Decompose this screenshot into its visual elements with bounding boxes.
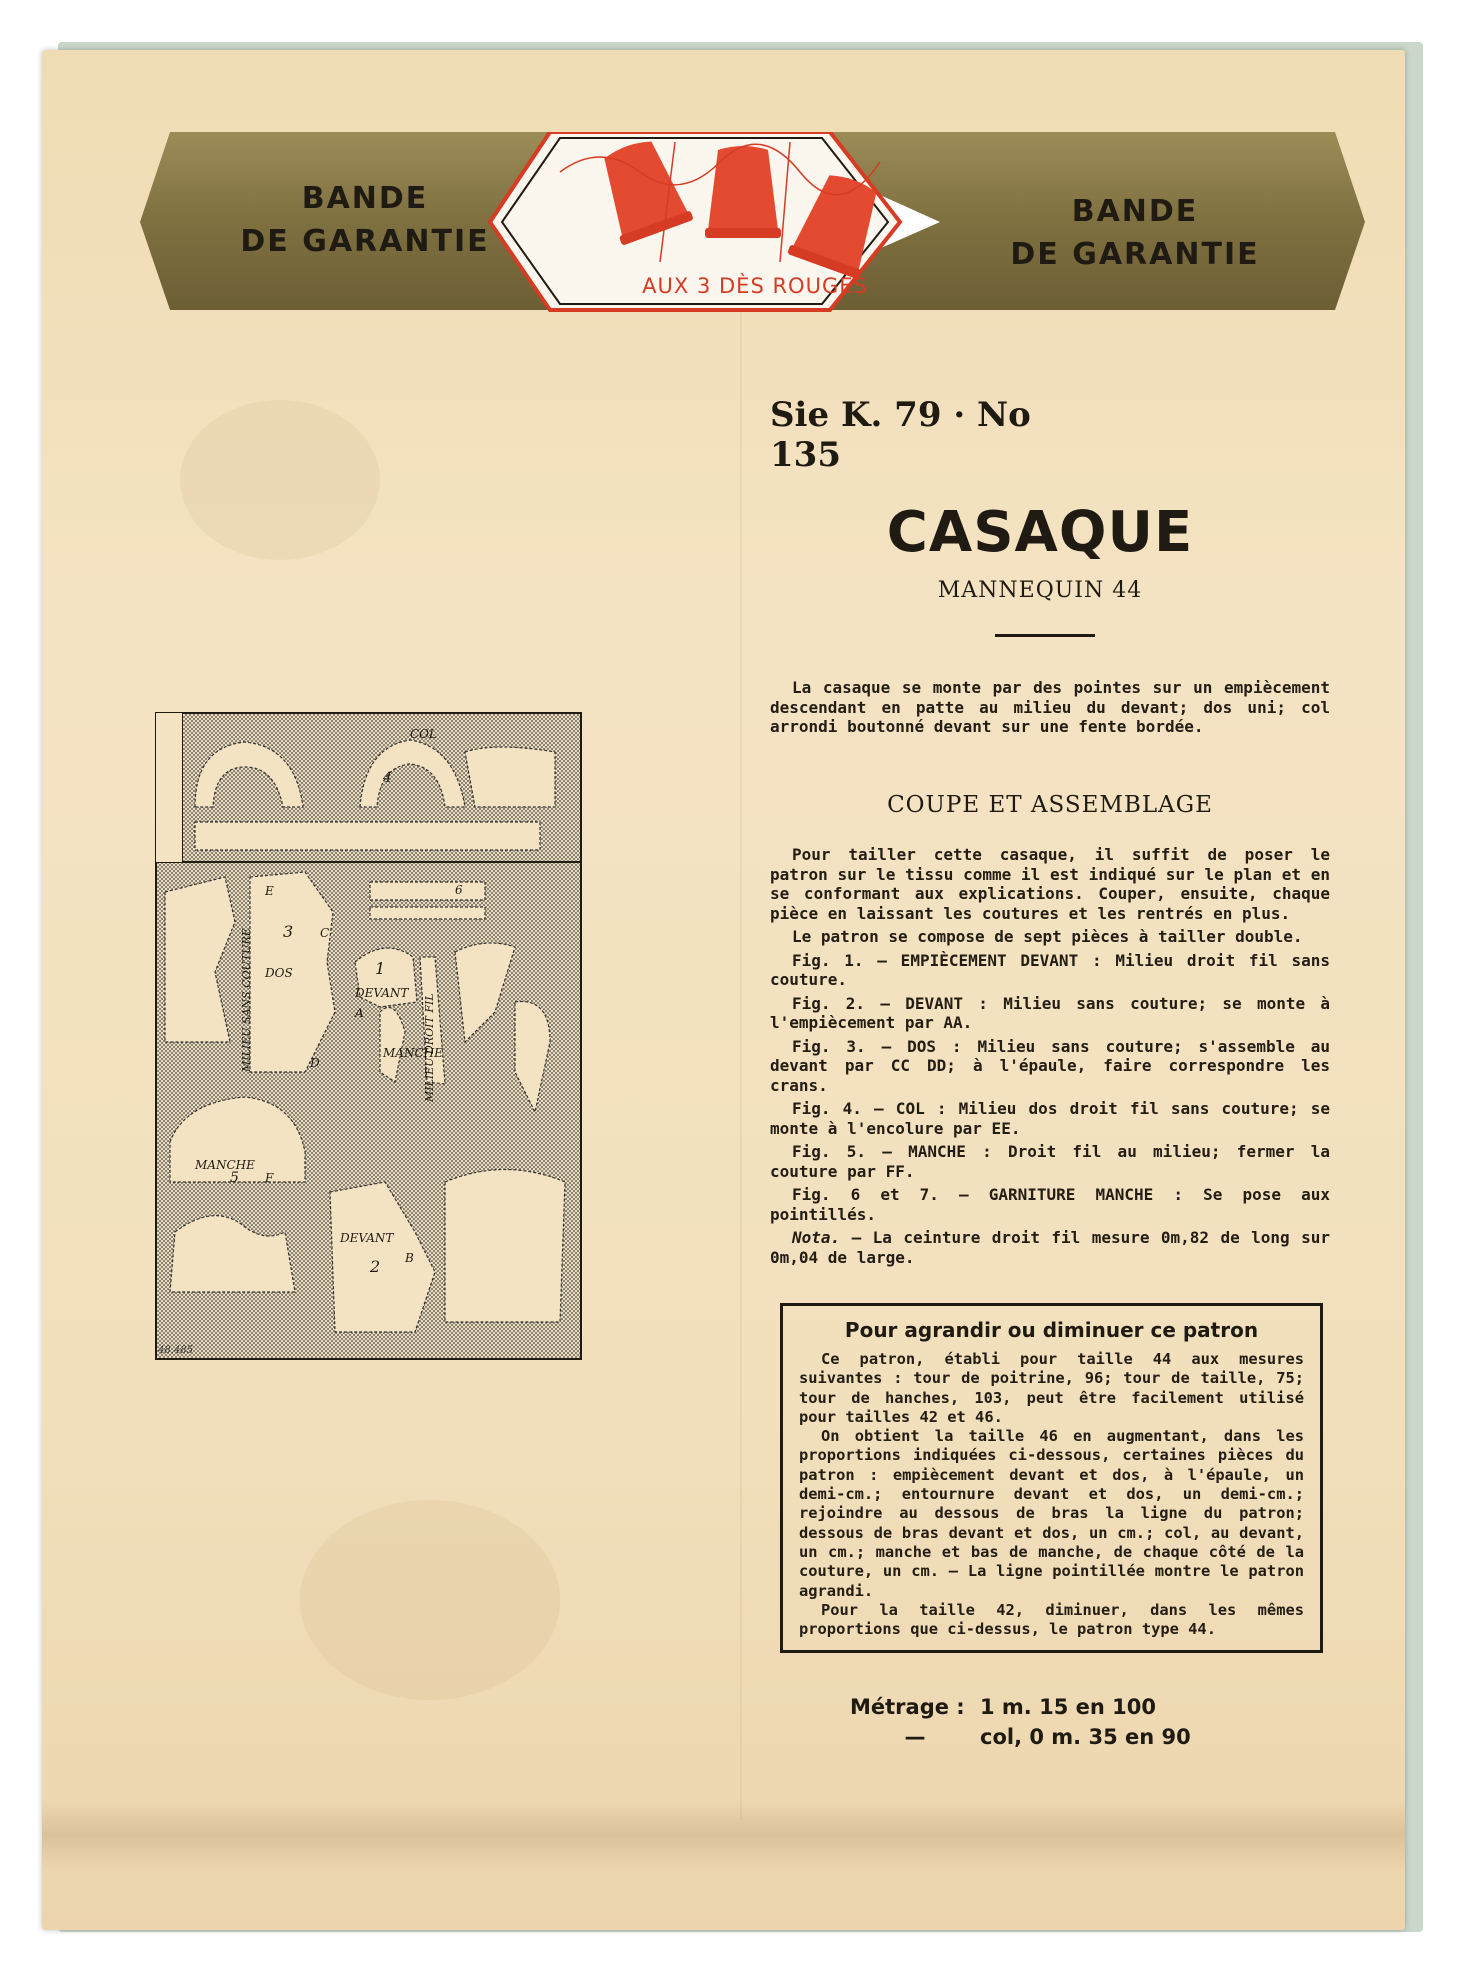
diagram-code: 48.485	[158, 1345, 193, 1356]
label-d: D	[310, 1056, 320, 1070]
resize-box-title: Pour agrandir ou diminuer ce patron	[844, 1318, 1259, 1342]
fig-3: Fig. 3. — DOS : Milieu sans couture; s'assemble au devant par CC DD; à l'épaule, faire correspondre les crans.	[770, 1036, 1331, 1095]
label-b: B	[405, 1251, 414, 1265]
fig-5: Fig. 5. — MANCHE : Droit fil au milieu; fermer la couture par FF.	[770, 1142, 1331, 1181]
fig-1: Fig. 1. — EMPIÈCEMENT DEVANT : Milieu droit fil sans couture.	[770, 950, 1331, 989]
instructions-p2: Le patron se compose de sept pièces à tailler double.	[792, 927, 1303, 946]
piece-ceinture	[195, 822, 540, 850]
intro-paragraph	[770, 678, 1330, 741]
paper-stain	[180, 400, 380, 560]
metrage-value-2: col, 0 m. 35 en 90	[980, 1725, 1191, 1749]
bottom-crease	[42, 1800, 1405, 1870]
intro-text: La casaque se monte par des pointes sur un empiècement descendant en patte au milieu du devant; dos uni; col arrondi boutonné devant sur une fente bordée.	[770, 678, 1330, 736]
pattern-layout-diagram	[155, 712, 582, 1360]
label-fig4: 4	[383, 770, 392, 786]
metrage-value-1: 1 m. 15 en 100	[980, 1695, 1156, 1719]
resize-box	[780, 1303, 1323, 1653]
paper-stain	[300, 1500, 560, 1700]
pattern-title: CASAQUE	[886, 500, 1194, 565]
title-rule	[995, 634, 1095, 637]
label-fig3: 3	[283, 922, 294, 941]
instructions-p1: Pour tailler cette casaque, il suffit de poser le patron sur le tissu comme il est indiqué sur le plan et en se conformant aux explications. Couper, ensuite, chaque pièce en laissant les coutures et les rentrés en plus.	[770, 845, 1330, 923]
label-f: F	[265, 1171, 274, 1185]
instructions	[770, 845, 1330, 1271]
brand-name: AUX 3 DÈS ROUGES	[642, 274, 868, 298]
label-a: A	[355, 1006, 364, 1020]
fig-4: Fig. 4. — COL : Milieu dos droit fil sans couture; se monte à l'encolure par EE.	[770, 1099, 1331, 1138]
band-right-label	[970, 190, 1300, 276]
label-devant-bottom: DEVANT	[340, 1231, 394, 1245]
guarantee-band	[140, 132, 1370, 312]
label-fig5: 5	[230, 1170, 239, 1186]
section-heading: COUPE ET ASSEMBLAGE	[887, 792, 1213, 818]
label-fig1: 1	[375, 959, 386, 978]
label-dos: DOS	[265, 966, 293, 980]
label-devant-top: DEVANT	[355, 986, 409, 1000]
metrage-dash: —	[904, 1725, 926, 1749]
band-left-line2: DE GARANTIE	[240, 224, 490, 259]
label-fig2: 2	[370, 1257, 381, 1276]
metrage-label: Métrage :	[850, 1695, 965, 1719]
paper-fold-line	[740, 300, 742, 1820]
fig-2: Fig. 2. — DEVANT : Milieu sans couture; se monte à l'empiècement par AA.	[770, 993, 1331, 1032]
label-manche-left: MANCHE	[195, 1158, 255, 1172]
resize-p1: Ce patron, établi pour taille 44 aux mesures suivantes : tour de poitrine, 96; tour de taille, 75; tour de hanches, 103, peut être facilement utilisé pour tailles 42 et 46.	[799, 1350, 1304, 1426]
resize-p2: On obtient la taille 46 en augmentant, dans les proportions indiquées ci-dessous, certaines pièces du patron : empiècement devant et dos, à l'épaule, un demi-cm.; entournure devant et dos, un demi-cm.; rejoindre au dessous de bras la ligne du patron; dessous de bras devant et dos, un cm.; col, au devant, un cm.; manche et bas de manche, de chaque côté de la couture, un cm. — La ligne pointillée montre le patron agrandi.	[799, 1427, 1304, 1600]
resize-box-body	[799, 1350, 1304, 1639]
pattern-size: MANNEQUIN 44	[937, 578, 1143, 603]
band-right-line2: DE GARANTIE	[1010, 237, 1260, 272]
label-fig6: 6	[455, 883, 463, 897]
label-manche-mid: MANCHE	[383, 1046, 443, 1060]
nota: Nota. — La ceinture droit fil mesure 0m,82 de long sur 0m,04 de large.	[770, 1228, 1330, 1267]
resize-p3: Pour la taille 42, diminuer, dans les mêmes proportions que ci-dessus, le patron type 44.	[799, 1600, 1304, 1639]
layout-svg	[155, 712, 582, 1360]
pattern-reference: Sie K. 79 · No 135	[770, 395, 1031, 475]
label-e: E	[265, 884, 274, 898]
band-left-line1: BANDE	[301, 181, 429, 216]
band-right-line1: BANDE	[1071, 194, 1199, 229]
band-left-label	[200, 177, 530, 263]
label-milieu-sans-couture: MILIEU SANS COUTURE	[240, 928, 253, 1072]
fabric-yardage	[850, 1692, 1270, 1752]
label-col: COL	[410, 727, 437, 741]
label-milieu-droit-fil: MILIEU DROIT FIL	[423, 993, 436, 1102]
label-c: C	[320, 926, 330, 940]
fig-6-7: Fig. 6 et 7. — GARNITURE MANCHE : Se pose aux pointillés.	[770, 1185, 1331, 1224]
